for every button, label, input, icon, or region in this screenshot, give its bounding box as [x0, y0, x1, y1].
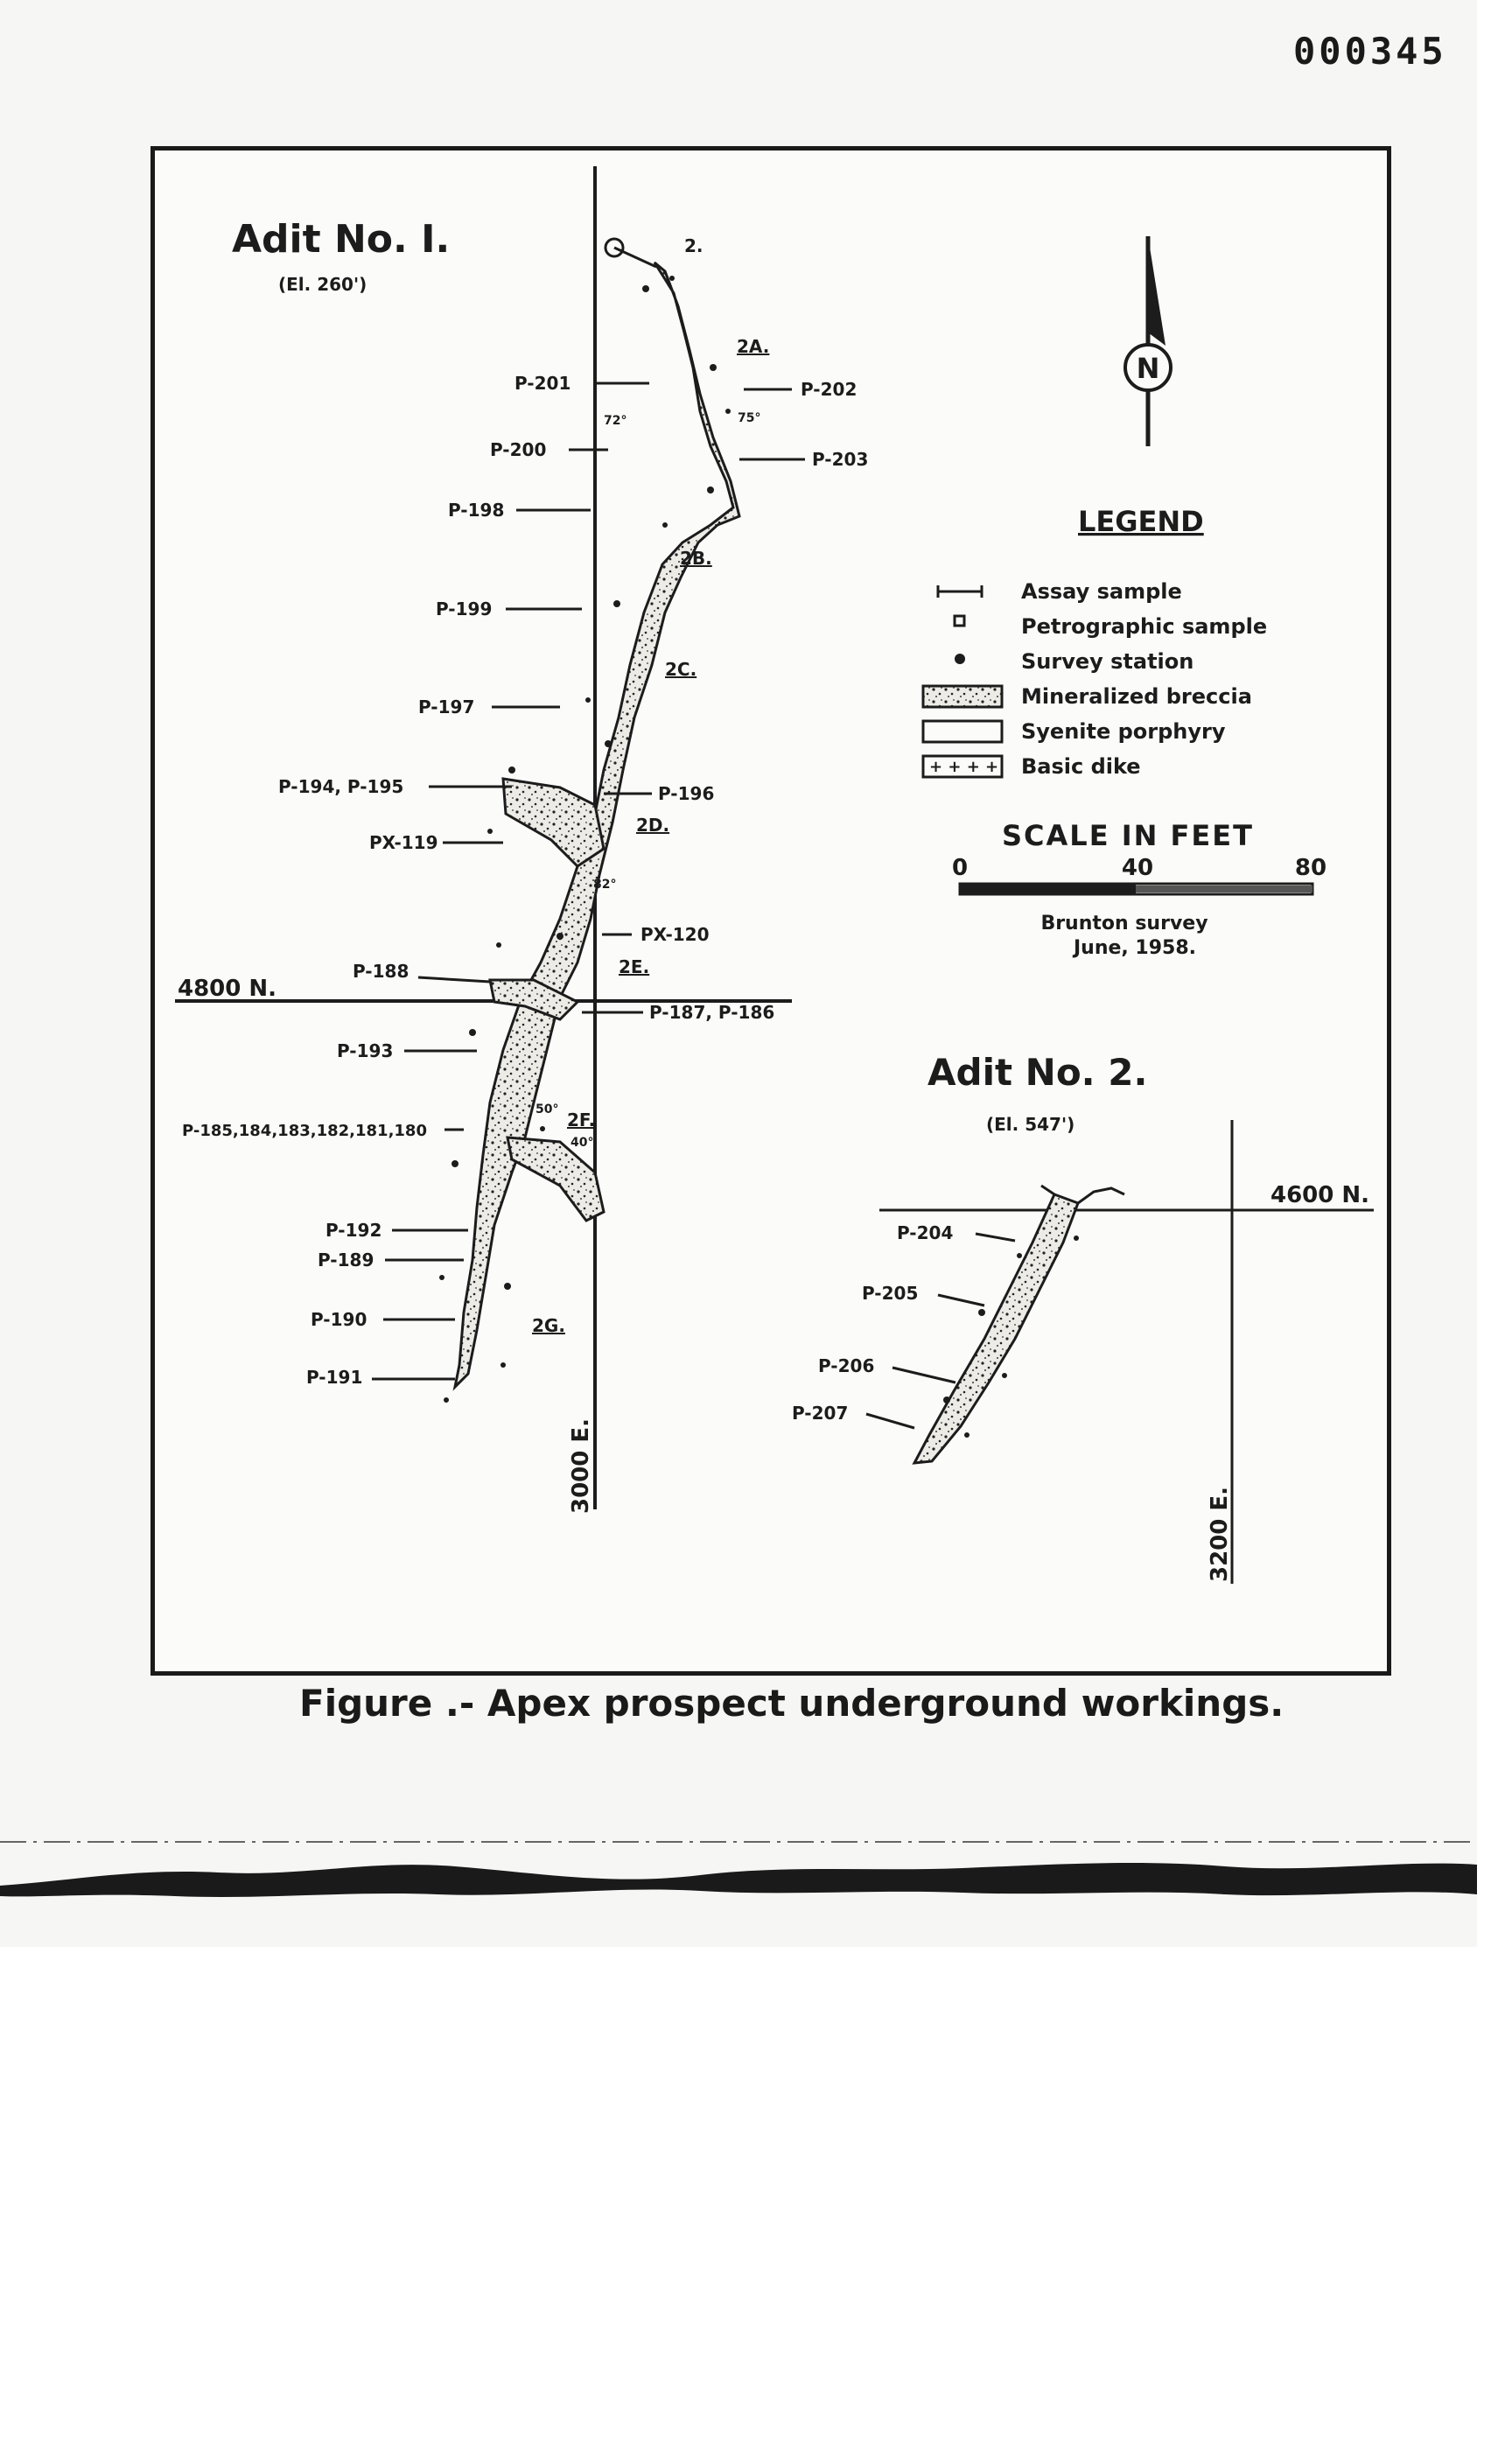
scale-bar	[952, 819, 1326, 959]
sample-leader	[976, 1234, 1015, 1241]
adit1-crosscut-2f	[508, 1138, 604, 1221]
legend-item-petrographic	[955, 614, 1267, 639]
adit1-elevation: (El. 260')	[278, 274, 368, 295]
scale-tick: 80	[1294, 855, 1327, 881]
station-2b: 2B.	[680, 548, 712, 569]
adit2-map	[792, 1051, 1374, 1584]
legend-label: Syenite porphyry	[1021, 719, 1226, 744]
legend-item-basic-dike	[923, 754, 1141, 779]
adit1-northing-label: 4800 N.	[178, 976, 277, 1002]
sample-label: PX-119	[369, 832, 438, 853]
station-2d: 2D.	[636, 815, 670, 836]
sample-label: P-199	[436, 598, 493, 620]
sample-label: P-191	[306, 1367, 363, 1388]
legend-label: Assay sample	[1021, 579, 1182, 604]
sample-label: P-188	[353, 961, 410, 982]
legend-label: Survey station	[1021, 649, 1194, 674]
adit1-portal-line	[614, 248, 656, 267]
sample-label: P-202	[801, 379, 858, 400]
dip-label: 72°	[604, 414, 627, 428]
adit2-northing-label: 4600 N.	[1270, 1182, 1370, 1208]
sample-label: P-207	[792, 1403, 849, 1424]
adit1-easting-label: 3000 E.	[568, 1418, 594, 1514]
sample-label: P-193	[337, 1040, 394, 1061]
adit2-elevation: (El. 547')	[986, 1114, 1075, 1135]
legend-item-breccia	[923, 684, 1252, 709]
sample-label: P-201	[514, 373, 571, 394]
legend	[923, 505, 1267, 779]
station-2e: 2E.	[619, 956, 650, 977]
caption-prefix: Figure	[299, 1682, 433, 1725]
station-2f: 2F.	[567, 1110, 596, 1130]
adit1-crosscut-2d	[503, 779, 604, 866]
sample-label: P-190	[311, 1309, 368, 1330]
sample-label: P-206	[818, 1355, 875, 1376]
dip-label: 82°	[593, 878, 617, 892]
legend-label: Mineralized breccia	[1021, 684, 1252, 709]
station-2a: 2A.	[737, 336, 770, 357]
figure-caption	[299, 1682, 1284, 1725]
dip-label: 50°	[536, 1102, 559, 1116]
legend-item-syenite	[923, 719, 1226, 744]
sample-label: P-200	[490, 439, 547, 460]
dip-label: 40°	[570, 1136, 594, 1150]
sample-label: P-205	[862, 1283, 919, 1304]
scale-bar-segment	[960, 884, 1136, 894]
north-arrow	[1125, 236, 1171, 446]
legend-label: Basic dike	[1021, 754, 1141, 779]
legend-title: LEGEND	[1078, 505, 1204, 538]
sample-label: P-185,184,183,182,181,180	[182, 1122, 427, 1140]
north-arrow-head	[1148, 236, 1166, 346]
page-number: 000345	[1293, 30, 1447, 73]
sample-label: P-194, P-195	[278, 776, 404, 797]
svg-text:+ + + +: + + + +	[929, 758, 999, 776]
adit2-samples	[792, 1222, 1015, 1428]
sample-label: P-196	[658, 783, 715, 804]
legend-item-assay	[938, 579, 1182, 604]
station-2g: 2G.	[532, 1315, 565, 1336]
legend-item-survey-station	[955, 649, 1194, 674]
sample-label: P-189	[318, 1250, 374, 1270]
sample-label: P-197	[418, 696, 475, 718]
scale-tick: 40	[1121, 855, 1154, 881]
sample-label: PX-120	[640, 924, 710, 945]
sample-label: P-198	[448, 500, 505, 521]
caption-title: .- Apex prospect underground workings.	[444, 1682, 1284, 1725]
sample-label: P-192	[326, 1220, 382, 1241]
dip-label: 75°	[738, 411, 761, 425]
adit2-title: Adit No. 2.	[928, 1051, 1148, 1094]
sample-label: P-204	[897, 1222, 954, 1243]
adit2-easting-label: 3200 E.	[1207, 1486, 1233, 1582]
scale-note-2: June, 1958.	[1073, 937, 1197, 959]
adit1-map	[175, 166, 868, 1514]
scale-note-1: Brunton survey	[1040, 913, 1208, 934]
scale-bar-segment	[1136, 886, 1312, 892]
sample-leader	[892, 1368, 956, 1382]
legend-label: Petrographic sample	[1021, 614, 1268, 639]
north-arrow-label: N	[1136, 352, 1160, 385]
sample-leader	[938, 1295, 984, 1306]
station-2: 2.	[684, 235, 704, 256]
sample-leader	[866, 1414, 914, 1428]
adit1-title: Adit No. I.	[232, 217, 451, 262]
scale-tick: 0	[951, 855, 969, 881]
sample-label: P-187, P-186	[649, 1002, 775, 1023]
scale-title: SCALE IN FEET	[1002, 819, 1254, 852]
scan-edge-smear	[0, 1833, 1477, 1929]
station-2c: 2C.	[665, 659, 697, 680]
sample-leader	[418, 977, 490, 982]
sample-label: P-203	[812, 449, 869, 470]
